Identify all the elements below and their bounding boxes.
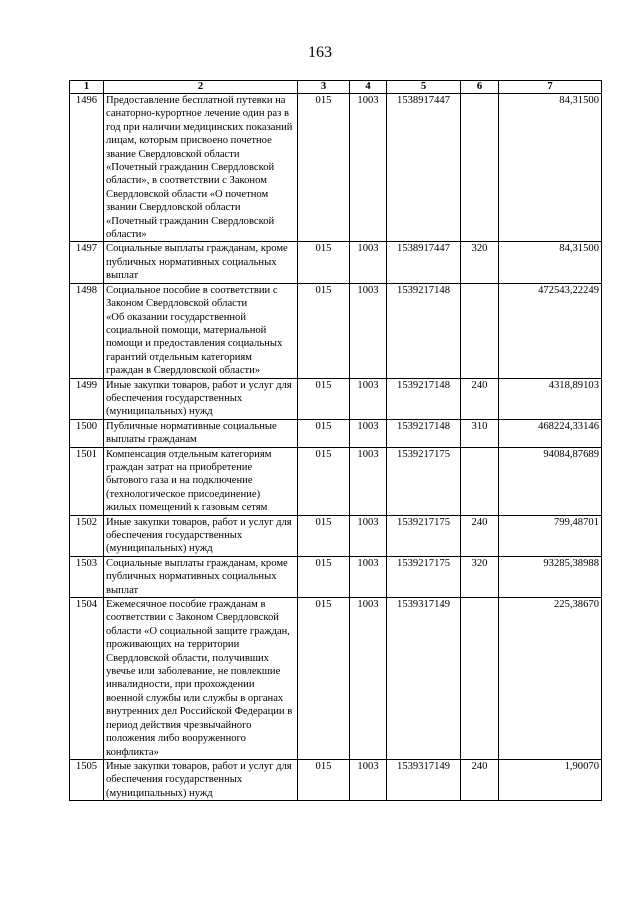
row-expense-type — [461, 94, 499, 242]
row-amount: 93285,38988 — [499, 556, 602, 597]
row-target-code: 1539217148 — [387, 378, 461, 419]
row-number: 1502 — [70, 515, 104, 556]
row-expense-type: 240 — [461, 378, 499, 419]
row-name: Иные закупки товаров, работ и услуг для обеспечения государственных (муниципальных) нужд — [104, 378, 298, 419]
table-row — [70, 556, 602, 597]
header-cell: 6 — [461, 81, 499, 94]
row-section-code: 1003 — [350, 598, 387, 760]
table-row — [70, 515, 602, 556]
row-target-code: 1539317149 — [387, 598, 461, 760]
row-number: 1504 — [70, 598, 104, 760]
row-section-code: 1003 — [350, 419, 387, 447]
row-section-code: 1003 — [350, 283, 387, 378]
row-expense-type — [461, 283, 499, 378]
row-name: Социальное пособие в соответствии с Законом Свердловской области «Об оказании государственной социальной помощи, материальной помощи и предоставления социальных гарантий отдельным категориям граждан в Свердловской области» — [104, 283, 298, 378]
row-section-code: 1003 — [350, 515, 387, 556]
row-target-code: 1539217175 — [387, 447, 461, 515]
row-target-code: 1539217175 — [387, 515, 461, 556]
row-ministry-code: 015 — [298, 419, 350, 447]
row-section-code: 1003 — [350, 447, 387, 515]
row-number: 1498 — [70, 283, 104, 378]
row-expense-type — [461, 598, 499, 760]
row-expense-type — [461, 447, 499, 515]
row-target-code: 1539217175 — [387, 556, 461, 597]
table-row — [70, 242, 602, 283]
row-ministry-code: 015 — [298, 378, 350, 419]
row-ministry-code: 015 — [298, 447, 350, 515]
table-row — [70, 419, 602, 447]
row-amount: 472543,22249 — [499, 283, 602, 378]
row-amount: 84,31500 — [499, 242, 602, 283]
row-number: 1500 — [70, 419, 104, 447]
row-ministry-code: 015 — [298, 283, 350, 378]
row-name: Иные закупки товаров, работ и услуг для обеспечения государственных (муниципальных) нужд — [104, 515, 298, 556]
header-cell: 5 — [387, 81, 461, 94]
row-target-code: 1539217148 — [387, 419, 461, 447]
row-number: 1499 — [70, 378, 104, 419]
table-row — [70, 447, 602, 515]
row-amount: 225,38670 — [499, 598, 602, 760]
row-expense-type: 240 — [461, 515, 499, 556]
header-cell: 1 — [70, 81, 104, 94]
row-amount: 4318,89103 — [499, 378, 602, 419]
row-name: Социальные выплаты гражданам, кроме публичных нормативных социальных выплат — [104, 242, 298, 283]
header-cell: 4 — [350, 81, 387, 94]
row-amount: 84,31500 — [499, 94, 602, 242]
row-expense-type: 240 — [461, 759, 499, 800]
header-cell: 3 — [298, 81, 350, 94]
row-amount: 1,90070 — [499, 759, 602, 800]
row-name: Иные закупки товаров, работ и услуг для обеспечения государственных (муниципальных) нужд — [104, 759, 298, 800]
row-number: 1496 — [70, 94, 104, 242]
row-name: Компенсация отдельным категориям граждан затрат на приобретение бытового газа и на подключение (технологическое присоединение) жилых помещений к газовым сетям — [104, 447, 298, 515]
header-row — [70, 81, 602, 94]
table-row — [70, 759, 602, 800]
row-number: 1503 — [70, 556, 104, 597]
row-ministry-code: 015 — [298, 242, 350, 283]
row-number: 1497 — [70, 242, 104, 283]
row-amount: 799,48701 — [499, 515, 602, 556]
row-section-code: 1003 — [350, 759, 387, 800]
table-row — [70, 94, 602, 242]
row-expense-type: 320 — [461, 556, 499, 597]
row-number: 1505 — [70, 759, 104, 800]
header-cell: 7 — [499, 81, 602, 94]
row-expense-type: 310 — [461, 419, 499, 447]
row-amount: 94084,87689 — [499, 447, 602, 515]
row-ministry-code: 015 — [298, 759, 350, 800]
row-section-code: 1003 — [350, 378, 387, 419]
row-target-code: 1539317149 — [387, 759, 461, 800]
table-row — [70, 283, 602, 378]
budget-table — [69, 80, 602, 801]
row-name: Публичные нормативные социальные выплаты гражданам — [104, 419, 298, 447]
row-ministry-code: 015 — [298, 94, 350, 242]
row-number: 1501 — [70, 447, 104, 515]
table-row — [70, 598, 602, 760]
row-target-code: 1538917447 — [387, 242, 461, 283]
row-ministry-code: 015 — [298, 598, 350, 760]
row-amount: 468224,33146 — [499, 419, 602, 447]
row-ministry-code: 015 — [298, 515, 350, 556]
row-section-code: 1003 — [350, 556, 387, 597]
header-cell: 2 — [104, 81, 298, 94]
row-name: Социальные выплаты гражданам, кроме публичных нормативных социальных выплат — [104, 556, 298, 597]
row-target-code: 1538917447 — [387, 94, 461, 242]
row-expense-type: 320 — [461, 242, 499, 283]
row-section-code: 1003 — [350, 242, 387, 283]
row-section-code: 1003 — [350, 94, 387, 242]
row-name: Ежемесячное пособие гражданам в соответствии с Законом Свердловской области «О социальной защите граждан, проживающих на территории Свердловской области, получивших увечье или заболевание, не повлекшие инвалидности, при прохождении военной службы или службы в органах внутренних дел Российской Федерации в период действия чрезвычайного положения либо вооруженного конфликта» — [104, 598, 298, 760]
page-number: 163 — [308, 44, 332, 61]
table-row — [70, 378, 602, 419]
row-target-code: 1539217148 — [387, 283, 461, 378]
row-ministry-code: 015 — [298, 556, 350, 597]
row-name: Предоставление бесплатной путевки на санаторно-курортное лечение один раз в год при наличии медицинских показаний лицам, которым присвоено почетное звание Свердловской области «Почетный гражданин Свердловской области», в соответствии с Законом Свердловской области «О почетном звании Свердловской области «Почетный гражданин Свердловской области» — [104, 94, 298, 242]
